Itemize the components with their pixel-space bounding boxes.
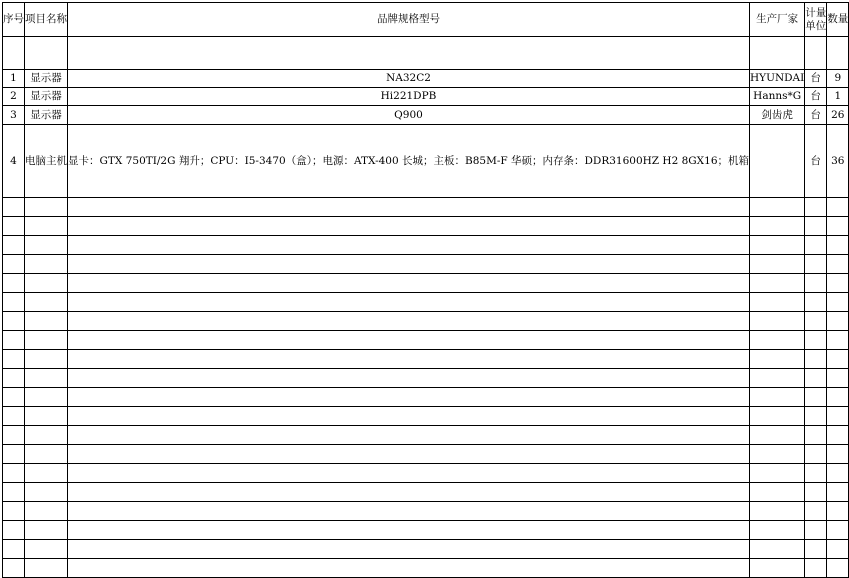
row-spec: Hi221DPB xyxy=(68,88,750,106)
empty-cell xyxy=(68,540,750,559)
row-no: 1 xyxy=(3,70,25,88)
row-spec: Q900 xyxy=(68,106,750,125)
table-row xyxy=(3,106,849,125)
row-no: 3 xyxy=(3,106,25,125)
row-manufacturer: HYUNDAI xyxy=(750,70,805,88)
empty-cell xyxy=(25,483,68,502)
empty-cell xyxy=(68,388,750,407)
inventory-table xyxy=(2,2,849,578)
row-unit: 台 xyxy=(805,70,827,88)
empty-cell xyxy=(3,559,25,578)
empty-cell xyxy=(25,388,68,407)
empty-cell xyxy=(827,198,849,217)
empty-cell xyxy=(3,274,25,293)
empty-cell xyxy=(805,540,827,559)
empty-cell xyxy=(827,521,849,540)
empty-cell xyxy=(25,331,68,350)
header-item-name: 项目名称 xyxy=(25,3,68,37)
empty-cell xyxy=(805,407,827,426)
empty-cell xyxy=(25,464,68,483)
empty-cell xyxy=(25,236,68,255)
empty-cell xyxy=(750,388,805,407)
empty-row xyxy=(3,198,849,217)
empty-row xyxy=(3,274,849,293)
empty-cell xyxy=(68,312,750,331)
empty-cell xyxy=(750,445,805,464)
empty-cell xyxy=(750,540,805,559)
empty-row xyxy=(3,445,849,464)
empty-cell xyxy=(3,217,25,236)
cell xyxy=(68,37,750,70)
empty-cell xyxy=(827,255,849,274)
row-item-name: 电脑主机 xyxy=(25,125,68,198)
empty-cell xyxy=(68,331,750,350)
empty-cell xyxy=(750,331,805,350)
empty-cell xyxy=(68,293,750,312)
empty-cell xyxy=(750,559,805,578)
empty-cell xyxy=(3,255,25,274)
table-row xyxy=(3,88,849,106)
empty-cell xyxy=(805,236,827,255)
empty-cell xyxy=(3,236,25,255)
row-spec: 显卡：GTX 750TI/2G 翔升；CPU：I5-3470（盒）；电源：ATX-400 长城；主板：B85M-F 华硕；内存条：DDR31600HZ H2 8GX16；机箱 xyxy=(68,125,750,198)
empty-cell xyxy=(827,426,849,445)
empty-cell xyxy=(25,255,68,274)
empty-cell xyxy=(750,502,805,521)
row-qty: 36 xyxy=(827,125,849,198)
row-unit: 台 xyxy=(805,125,827,198)
empty-row xyxy=(3,407,849,426)
empty-row xyxy=(3,217,849,236)
empty-row xyxy=(3,312,849,331)
empty-cell xyxy=(750,350,805,369)
empty-cell xyxy=(68,426,750,445)
empty-cell xyxy=(68,502,750,521)
header-qty: 数量 xyxy=(827,3,849,37)
cell xyxy=(3,37,25,70)
empty-cell xyxy=(805,445,827,464)
empty-cell xyxy=(25,540,68,559)
empty-cell xyxy=(750,274,805,293)
empty-cell xyxy=(25,312,68,331)
empty-cell xyxy=(750,217,805,236)
empty-cell xyxy=(805,521,827,540)
empty-cell xyxy=(827,350,849,369)
cell xyxy=(25,37,68,70)
empty-cell xyxy=(68,198,750,217)
cell xyxy=(750,37,805,70)
row-manufacturer: Hanns*G xyxy=(750,88,805,106)
header-unit-line2: 单位 xyxy=(805,19,827,32)
empty-row xyxy=(3,331,849,350)
empty-cell xyxy=(68,483,750,502)
empty-cell xyxy=(805,559,827,578)
empty-cell xyxy=(3,369,25,388)
empty-cell xyxy=(827,464,849,483)
empty-cell xyxy=(750,236,805,255)
empty-cell xyxy=(827,274,849,293)
empty-cell xyxy=(3,198,25,217)
row-unit: 台 xyxy=(805,106,827,125)
empty-cell xyxy=(750,293,805,312)
empty-cell xyxy=(827,217,849,236)
empty-cell xyxy=(68,445,750,464)
empty-cell xyxy=(68,255,750,274)
empty-cell xyxy=(25,426,68,445)
empty-cell xyxy=(25,521,68,540)
empty-cell xyxy=(827,445,849,464)
empty-cell xyxy=(68,274,750,293)
row-item-name: 显示器 xyxy=(25,88,68,106)
empty-cell xyxy=(68,369,750,388)
empty-cell xyxy=(68,350,750,369)
row-item-name: 显示器 xyxy=(25,70,68,88)
empty-row xyxy=(3,426,849,445)
empty-cell xyxy=(805,331,827,350)
empty-cell xyxy=(805,198,827,217)
cell xyxy=(827,37,849,70)
row-manufacturer xyxy=(750,125,805,198)
empty-cell xyxy=(25,407,68,426)
empty-cell xyxy=(827,331,849,350)
empty-cell xyxy=(805,274,827,293)
empty-cell xyxy=(3,502,25,521)
empty-cell xyxy=(3,483,25,502)
empty-row xyxy=(3,236,849,255)
empty-row xyxy=(3,483,849,502)
empty-cell xyxy=(805,312,827,331)
empty-row xyxy=(3,369,849,388)
empty-cell xyxy=(68,236,750,255)
empty-row xyxy=(3,255,849,274)
empty-cell xyxy=(827,483,849,502)
empty-cell xyxy=(805,502,827,521)
empty-cell xyxy=(3,464,25,483)
empty-cell xyxy=(3,388,25,407)
header-manufacturer: 生产厂家 xyxy=(750,3,805,37)
row-no: 4 xyxy=(3,125,25,198)
empty-cell xyxy=(3,407,25,426)
empty-cell xyxy=(25,198,68,217)
empty-cell xyxy=(3,293,25,312)
empty-row xyxy=(3,388,849,407)
empty-cell xyxy=(3,540,25,559)
empty-cell xyxy=(827,293,849,312)
empty-cell xyxy=(68,407,750,426)
row-item-name: 显示器 xyxy=(25,106,68,125)
row-qty: 9 xyxy=(827,70,849,88)
empty-row xyxy=(3,540,849,559)
table-row xyxy=(3,70,849,88)
empty-cell xyxy=(750,198,805,217)
empty-cell xyxy=(25,293,68,312)
row-unit: 台 xyxy=(805,88,827,106)
empty-cell xyxy=(805,464,827,483)
empty-cell xyxy=(805,217,827,236)
empty-row xyxy=(3,559,849,578)
header-row xyxy=(3,3,849,37)
empty-cell xyxy=(805,426,827,445)
row-qty: 1 xyxy=(827,88,849,106)
empty-cell xyxy=(827,388,849,407)
header-no: 序号 xyxy=(3,3,25,37)
empty-cell xyxy=(25,217,68,236)
table-row xyxy=(3,125,849,198)
empty-cell xyxy=(827,502,849,521)
empty-cell xyxy=(750,312,805,331)
empty-cell xyxy=(25,274,68,293)
empty-cell xyxy=(827,559,849,578)
empty-cell xyxy=(3,521,25,540)
empty-cell xyxy=(827,407,849,426)
empty-cell xyxy=(750,407,805,426)
empty-cell xyxy=(750,426,805,445)
row-no: 2 xyxy=(3,88,25,106)
header-unit-line1: 计量 xyxy=(805,6,827,19)
empty-cell xyxy=(827,236,849,255)
empty-cell xyxy=(805,483,827,502)
empty-cell xyxy=(750,483,805,502)
header-spec: 品牌规格型号 xyxy=(68,3,750,37)
blank-row xyxy=(3,37,849,70)
empty-cell xyxy=(805,350,827,369)
empty-cell xyxy=(25,445,68,464)
empty-cell xyxy=(3,350,25,369)
row-spec: NA32C2 xyxy=(68,70,750,88)
empty-cell xyxy=(25,350,68,369)
empty-cell xyxy=(68,217,750,236)
empty-cell xyxy=(750,255,805,274)
empty-cell xyxy=(805,293,827,312)
empty-cell xyxy=(805,255,827,274)
empty-row xyxy=(3,464,849,483)
empty-cell xyxy=(750,521,805,540)
empty-cell xyxy=(750,464,805,483)
empty-cell xyxy=(25,502,68,521)
empty-cell xyxy=(805,369,827,388)
header-unit xyxy=(805,3,827,37)
empty-cell xyxy=(827,312,849,331)
empty-cell xyxy=(750,369,805,388)
empty-cell xyxy=(805,388,827,407)
cell xyxy=(805,37,827,70)
empty-cell xyxy=(25,369,68,388)
empty-cell xyxy=(827,540,849,559)
empty-cell xyxy=(827,369,849,388)
empty-cell xyxy=(3,445,25,464)
row-qty: 26 xyxy=(827,106,849,125)
empty-cell xyxy=(3,331,25,350)
empty-cell xyxy=(68,521,750,540)
empty-row xyxy=(3,293,849,312)
empty-cell xyxy=(68,559,750,578)
empty-cell xyxy=(3,426,25,445)
empty-row xyxy=(3,502,849,521)
empty-row xyxy=(3,350,849,369)
empty-cell xyxy=(3,312,25,331)
empty-cell xyxy=(25,559,68,578)
empty-row xyxy=(3,521,849,540)
empty-cell xyxy=(68,464,750,483)
row-manufacturer: 剑齿虎 xyxy=(750,106,805,125)
